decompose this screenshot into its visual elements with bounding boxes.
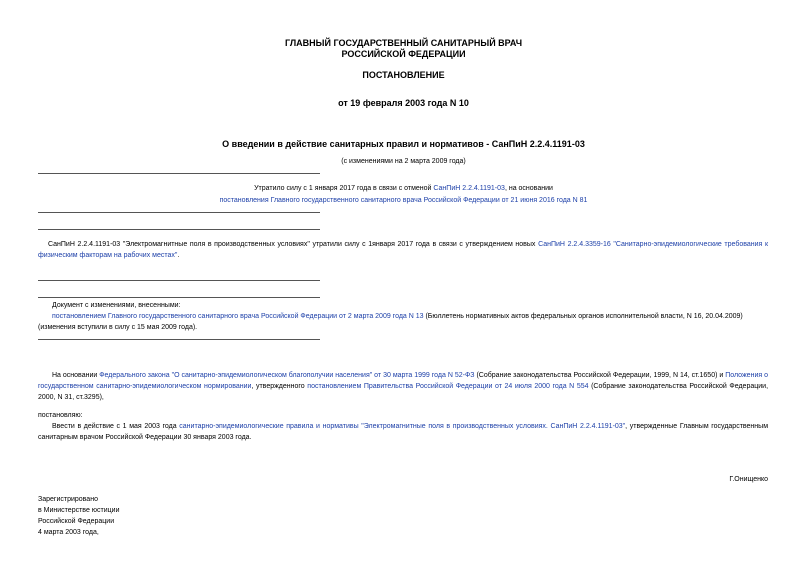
registration-line-4: 4 марта 2003 года, (38, 529, 99, 536)
resolution-13-link[interactable]: постановлением Главного государственного санитарного врача Российской Федерации от 2 марта 2009 года N 13 (52, 313, 424, 320)
repeal-text-2: , на основании (504, 185, 553, 192)
order-paragraph (38, 421, 768, 443)
amendments-source (38, 311, 768, 322)
divider (38, 229, 320, 230)
amendments-effective: (изменения вступили в силу с 15 мая 2009 года). (38, 324, 198, 331)
basis-text-4: (Собрание законодательства Российской Федерации, 2000, N 31, ст.3295), (38, 383, 769, 401)
basis-text-3: , утвержденного (251, 383, 308, 390)
divider (38, 173, 320, 174)
divider (38, 212, 320, 213)
issuer-line-1: ГЛАВНЫЙ ГОСУДАРСТВЕННЫЙ САНИТАРНЫЙ ВРАЧ (284, 38, 523, 48)
registration-line-2: в Министерстве юстиции (38, 507, 120, 514)
amendments-intro: Документ с изменениями, внесенными: (52, 302, 181, 309)
resolution-81-link[interactable]: постановления Главного государственного санитарного врача Российской Федерации от 21 июня 2016 года N 81 (219, 197, 588, 204)
regulation-link[interactable]: Положения о государственном санитарно-эпидемиологическом нормировании (38, 372, 768, 390)
document-date-number: от 19 февраля 2003 года N 10 (338, 98, 469, 108)
order-text-1: Ввести в действие с 1 мая 2003 года (52, 423, 180, 430)
document-title: О введении в действие санитарных правил и нормативов - СанПиН 2.2.4.1191-03 (222, 139, 585, 149)
basis-text-2: (Собрание законодательства Российской Федерации, 1999, N 14, ст.1650) и (474, 372, 726, 379)
sanpin-link[interactable]: СанПиН 2.2.4.1191-03 (433, 185, 505, 192)
divider (38, 297, 320, 298)
repeal-basis (0, 195, 807, 206)
federal-law-link[interactable]: Федерального закона "О санитарно-эпидемиологическом благополучии населения" от 30 марта 1999 года N 52-ФЗ (99, 372, 475, 379)
repeal-notice (0, 183, 807, 194)
basis-paragraph (38, 370, 768, 403)
signature: Г.Онищенко (729, 476, 768, 483)
changes-note: (с изменениями на 2 марта 2009 года) (341, 158, 466, 165)
registration-line-3: Российской Федерации (38, 518, 115, 525)
amendments-bulletin: (Бюллетень нормативных актов федеральных органов исполнительной власти, N 16, 20.04.2009) (423, 313, 743, 320)
registration-line-1: Зарегистрировано (38, 496, 98, 503)
sanpin-rules-link[interactable]: санитарно-эпидемиологические правила и нормативы "Электромагнитные поля в производственных условиях. СанПиН 2.2.4.1191-03" (179, 423, 626, 430)
sanpin-3359-16-link[interactable]: СанПиН 2.2.4.3359-16 "Санитарно-эпидемиологические требования к физическим факторам на рабочих местах" (38, 241, 769, 259)
government-resolution-link[interactable]: постановлением Правительства Российской Федерации от 24 июля 2000 года N 554 (307, 383, 589, 390)
divider (38, 339, 320, 340)
divider (38, 280, 320, 281)
sanpin-notice-text-2: . (177, 252, 180, 259)
sanpin-notice-text-1: СанПиН 2.2.4.1191-03 "Электромагнитные поля в производственных условиях" утратили силу с 1января 2017 года в связи с утверждением новых (48, 241, 539, 248)
basis-text-1: На основании (52, 372, 100, 379)
issuer-line-2: РОССИЙСКОЙ ФЕДЕРАЦИИ (341, 49, 466, 59)
resolve-word: постановляю: (38, 412, 83, 419)
document-type: ПОСТАНОВЛЕНИЕ (362, 70, 445, 80)
repeal-text-1: Утратило силу с 1 января 2017 года в связи с отменой (254, 185, 434, 192)
order-text-2: , утвержденные Главным государственным санитарным врачом Российской Федерации 30 января 2003 года. (38, 423, 769, 441)
sanpin-repeal-paragraph (38, 239, 768, 261)
